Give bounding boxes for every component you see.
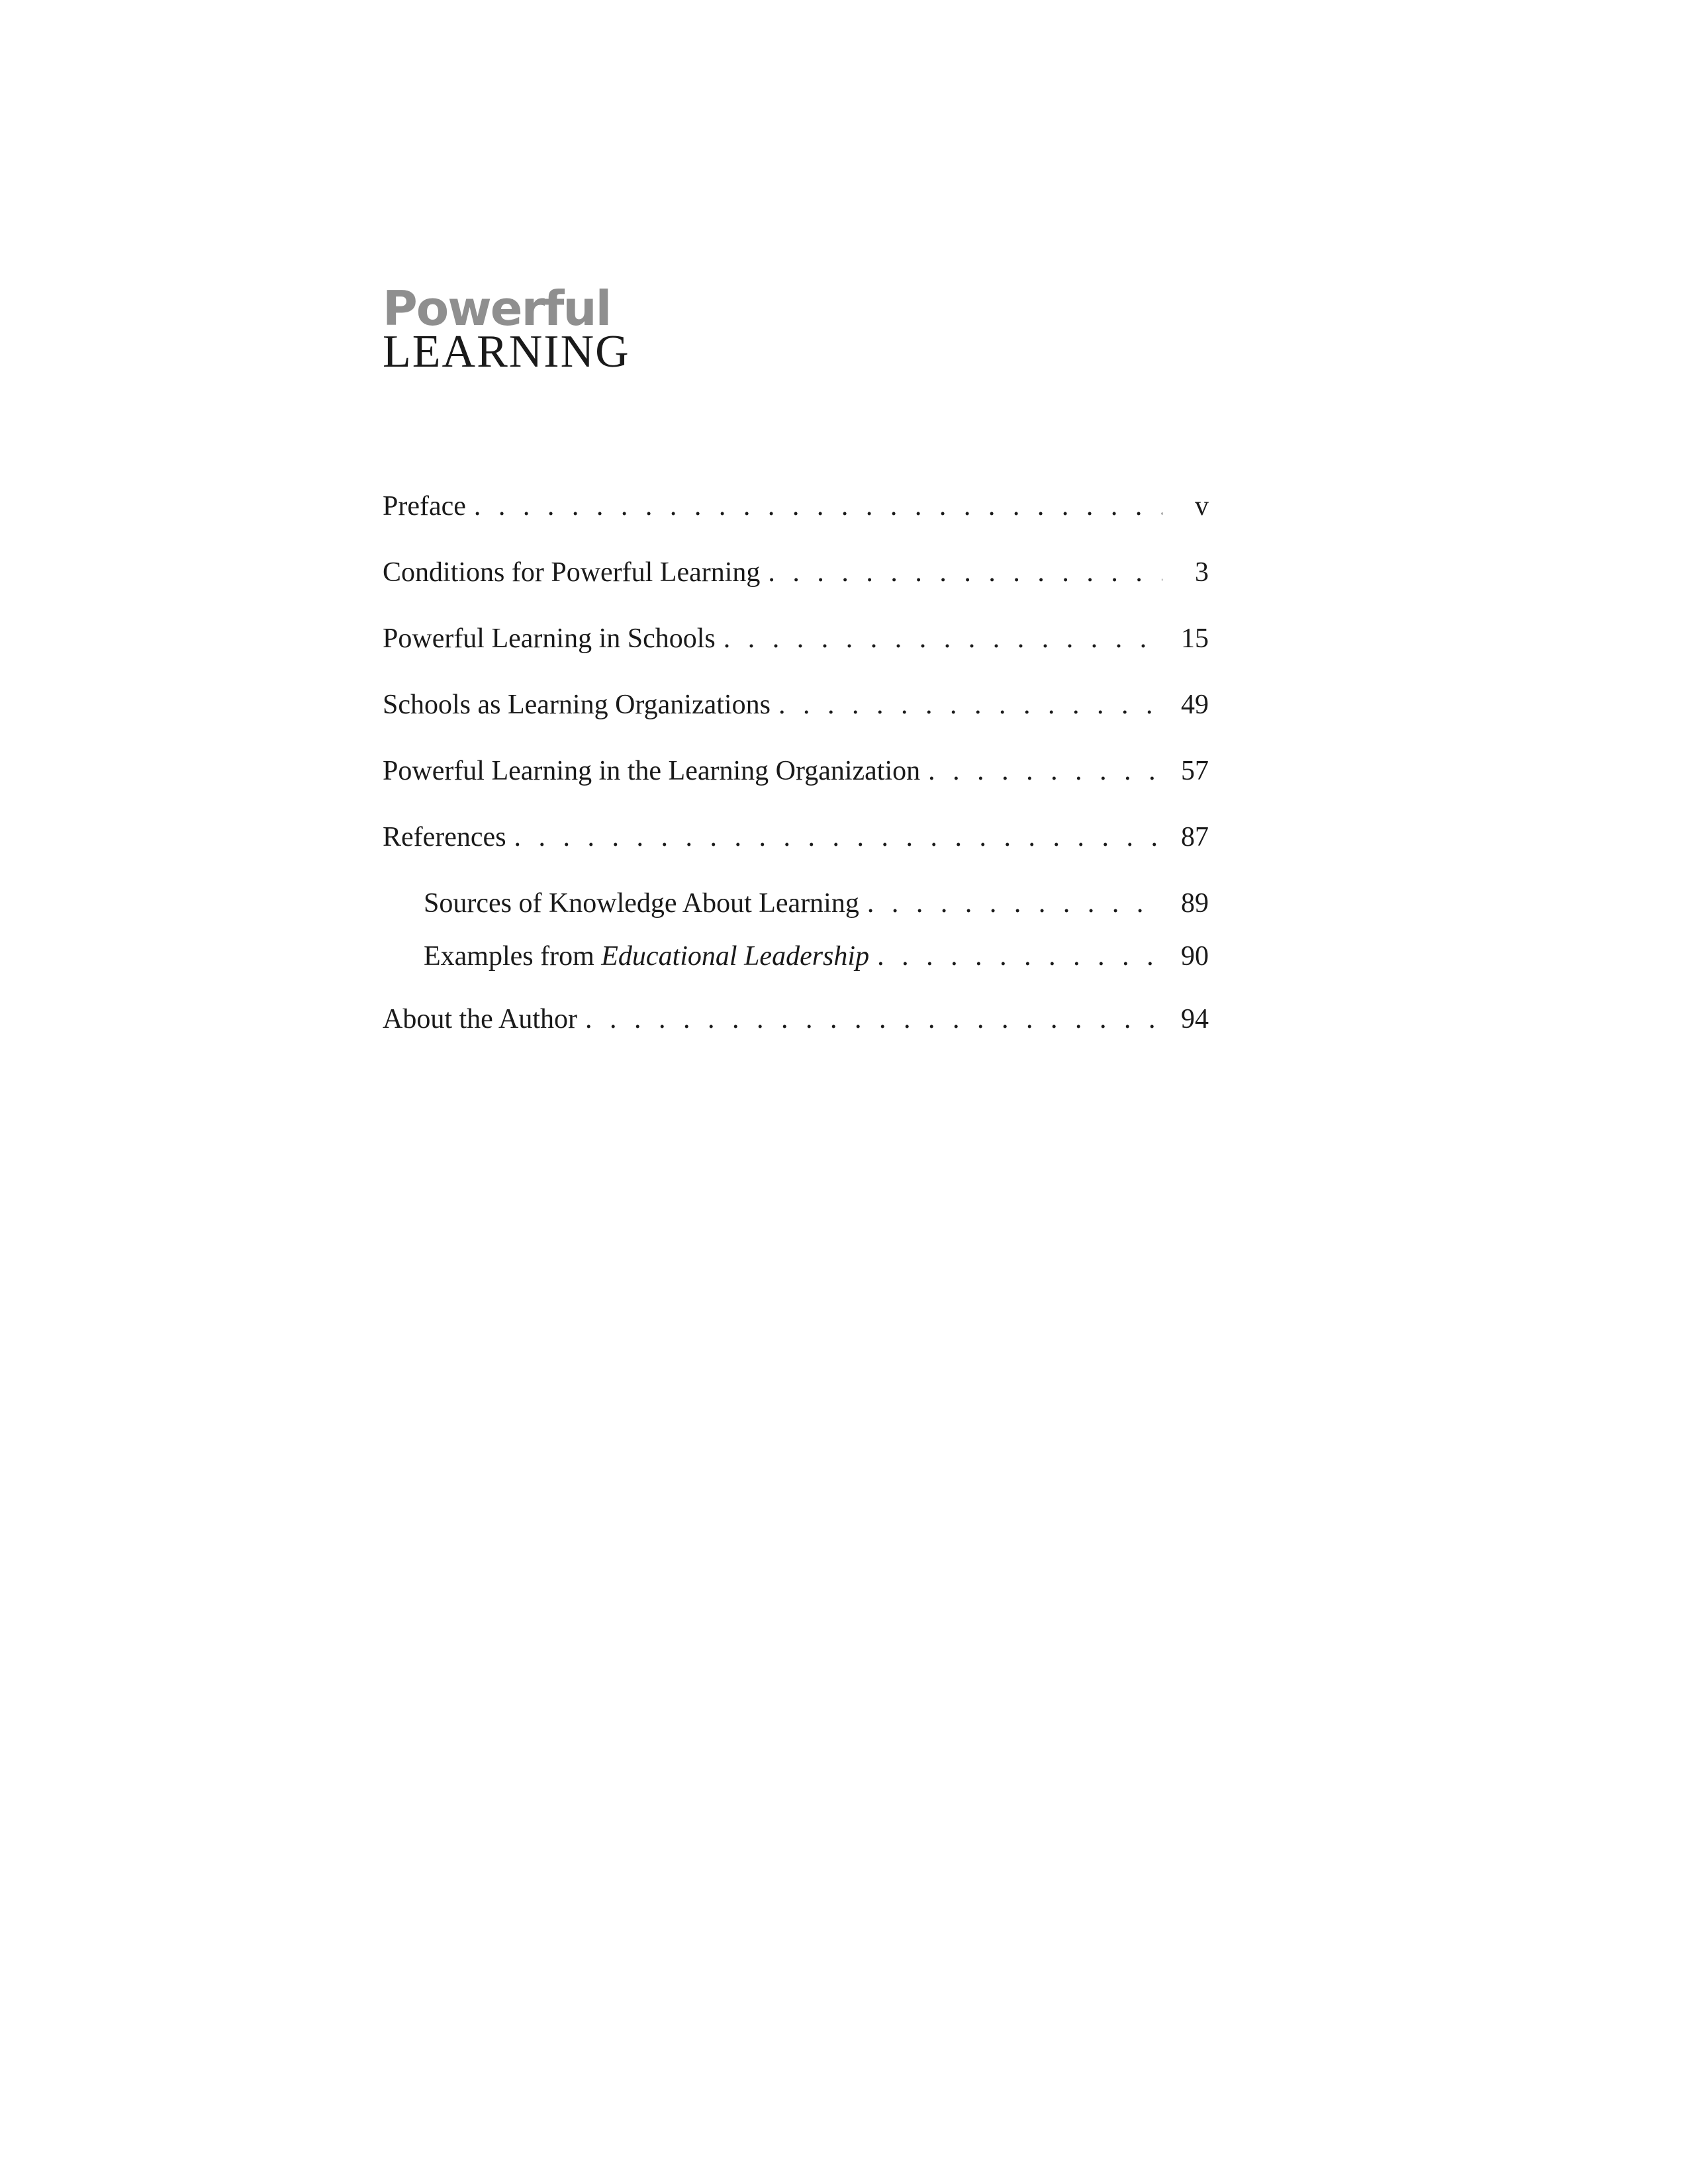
toc-entry-page: 94 <box>1181 1004 1209 1034</box>
toc-entry-page: 90 <box>1181 941 1209 972</box>
toc-entry-label: Schools as Learning Organizations <box>383 690 771 720</box>
toc-entry-learning-organization[interactable] <box>383 751 1209 791</box>
toc-entry-label-prefix: Examples from <box>424 941 602 972</box>
toc-leader-dots <box>514 817 1162 857</box>
toc-entry-label: Preface <box>383 491 466 522</box>
toc-entry-label: Powerful Learning in Schools <box>383 623 716 654</box>
toc-entry-conditions[interactable] <box>383 553 1209 592</box>
toc-entry-about-author[interactable] <box>383 999 1209 1039</box>
toc-entry-label-italic: Educational Leadership <box>601 941 870 972</box>
toc-subentry-examples[interactable] <box>424 936 1209 976</box>
toc-leader-dots <box>768 553 1162 592</box>
toc-entry-page: 57 <box>1181 756 1209 786</box>
logo-top-word: Powerful <box>383 281 611 336</box>
toc-entry-label: Conditions for Powerful Learning <box>383 557 761 588</box>
toc-entry-label: Sources of Knowledge About Learning <box>424 888 859 919</box>
toc-entry-page: 15 <box>1181 623 1209 654</box>
toc-leader-dots <box>877 936 1162 976</box>
toc-entry-page: v <box>1195 491 1209 522</box>
toc-entry-label: Powerful Learning in the Learning Organization <box>383 756 921 786</box>
toc-entry-page: 87 <box>1181 822 1209 852</box>
toc-entry-references[interactable] <box>383 817 1209 857</box>
toc-entry-page: 89 <box>1181 888 1209 919</box>
toc-entry-label: About the Author <box>383 1004 577 1034</box>
logo-bottom-word: LEARNING <box>383 326 630 377</box>
toc-leader-dots <box>928 751 1162 791</box>
toc-entry-label: References <box>383 822 506 852</box>
toc-leader-dots <box>474 486 1162 526</box>
toc-entry-learning-organizations[interactable] <box>383 685 1209 725</box>
toc-entry-label <box>424 936 877 976</box>
toc-leader-dots <box>724 619 1162 659</box>
toc-entry-preface[interactable] <box>383 486 1209 526</box>
toc-entry-page: 49 <box>1181 690 1209 720</box>
toc-leader-dots <box>867 884 1162 923</box>
toc-subentry-sources[interactable] <box>424 884 1209 923</box>
toc-leader-dots <box>778 685 1162 725</box>
toc-entry-page: 3 <box>1195 557 1209 588</box>
book-logo <box>383 281 630 377</box>
toc-leader-dots <box>585 999 1162 1039</box>
toc-entry-schools[interactable] <box>383 619 1209 659</box>
